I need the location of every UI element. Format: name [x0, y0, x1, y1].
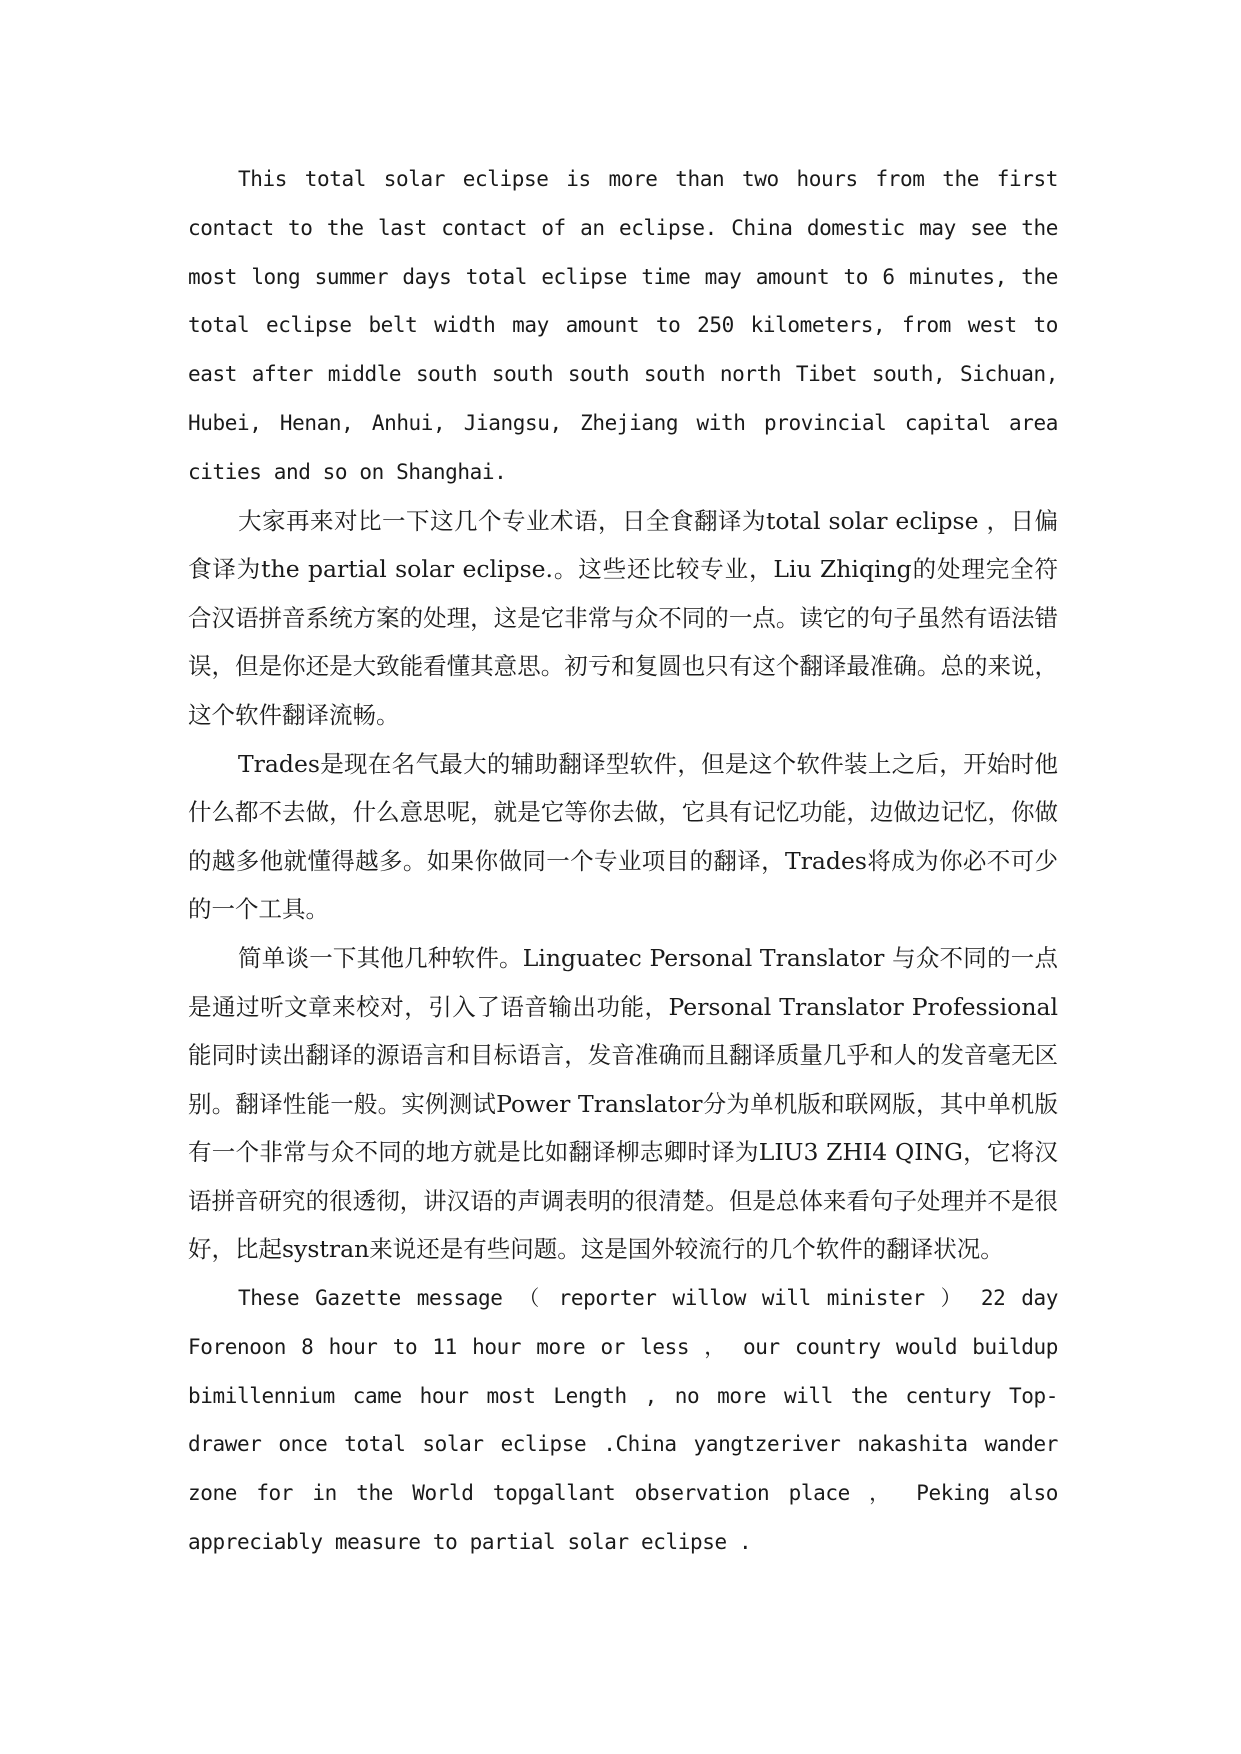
paragraph-eclipse-english: This total solar eclipse is more than two hours from the first contact to the last contact of an eclipse. China domestic may see the most long summer days total eclipse time may amount to 6 minutes, the total eclipse belt width may amount to 250 kilometers, from west to east after middle south south south south north Tibet south, Sichuan, Hubei, Henan, Anhui, Jiangsu, Zhejiang with provincial capital area cities and so on Shanghai. — [188, 167, 1058, 484]
document-body — [188, 155, 1058, 1567]
paragraph-trades-software: Trades是现在名气最大的辅助翻译型软件，但是这个软件装上之后，开始时他什么都不去做，什么意思呢，就是它等你去做，它具有记忆功能，边做边记忆，你做的越多他就懂得越多。如果你做同一个专业项目的翻译，Trades将成为你必不可少的一个工具。 — [188, 749, 1058, 924]
paragraph-other-software: 简单谈一下其他几种软件。Linguatec Personal Translator 与众不同的一点是通过听文章来校对，引入了语音输出功能，Personal Translator Professional 能同时读出翻译的源语言和目标语言，发音准确而且翻译质量几乎和人的发音毫无区别。翻译性能一般。实例测试Power Translator分为单机版和联网版，其中单机版有一个非常与众不同的地方就是比如翻译柳志卿时译为LIU3 ZHI4 QING，它将汉语拼音研究的很透彻，讲汉语的声调表明的很清楚。但是总体来看句子处理并不是很好，比起systran来说还是有些问题。这是国外较流行的几个软件的翻译状况。 — [188, 943, 1058, 1264]
paragraph-gazette-english: These Gazette message （ reporter willow will minister ） 22 day Forenoon 8 hour to 11 hour more or less ， our country would buildup bimillennium came hour most Length , no more will the century Top-drawer once total solar eclipse .China yangtzeriver nakashita wander zone for in the World topgallant observation place ， Peking also appreciably measure to partial solar eclipse . — [188, 1286, 1058, 1555]
paragraph-terminology-comparison: 大家再来对比一下这几个专业术语，日全食翻译为total solar eclipse ，日偏食译为the partial solar eclipse.。这些还比较专业，Liu Zhiqing的处理完全符合汉语拼音系统方案的处理，这是它非常与众不同的一点。读它的句子虽然有语法错误，但是你还是大致能看懂其意思。初亏和复圆也只有这个翻译最准确。总的来说，这个软件翻译流畅。 — [188, 506, 1058, 729]
